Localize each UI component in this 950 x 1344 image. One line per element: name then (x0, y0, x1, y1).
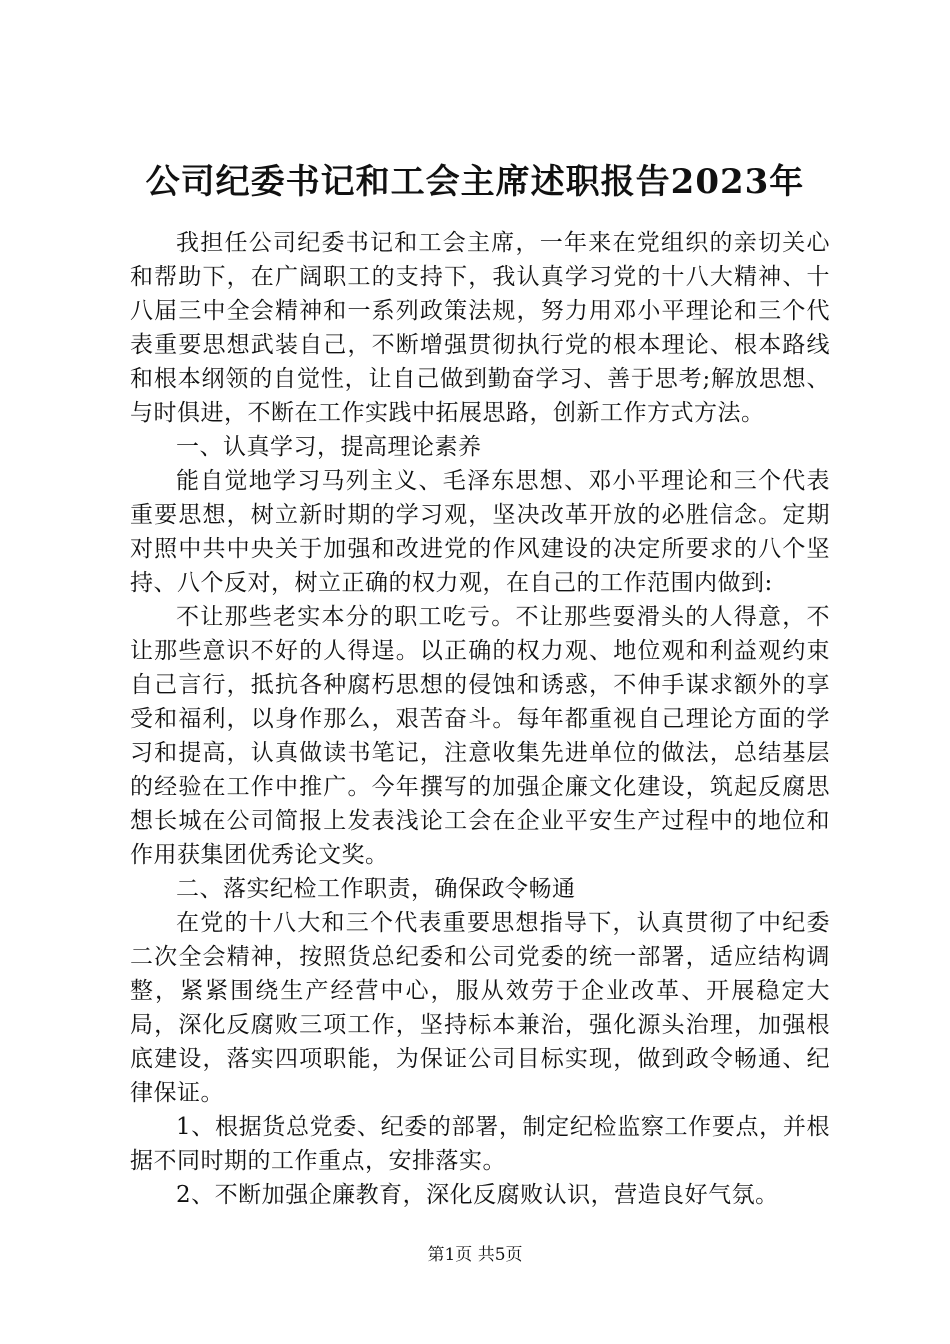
section-1-paragraph-2: 不让那些老实本分的职工吃亏。不让那些耍滑头的人得意，不让那些意识不好的人得逞。以正确的权力观、地位观和利益观约束自己言行，抵抗各种腐朽思想的侵蚀和诱惑，不伸手谋求额外的享受和福利，以身作那么，艰苦奋斗。每年都重视自己理论方面的学习和提高，认真做读书笔记，注意收集先进单位的做法，总结基层的经验在工作中推广。今年撰写的加强企廉文化建设，筑起反腐思想长城在公司简报上发表浅论工会在企业平安生产过程中的地位和作用获集团优秀论文奖。 (130, 604, 830, 868)
section-1-paragraph-1: 能自觉地学习马列主义、毛泽东思想、邓小平理论和三个代表重要思想，树立新时期的学习观，坚决改革开放的必胜信念。定期对照中共中央关于加强和改进党的作风建设的决定所要求的八个坚持、八个反对，树立正确的权力观，在自己的工作范围内做到: (130, 468, 830, 596)
list-item-2: 2、不断加强企廉教育，深化反腐败认识，营造良好气氛。 (176, 1182, 779, 1208)
document-title: 公司纪委书记和工会主席述职报告2023年 (145, 162, 805, 202)
page-number: 第1页 共5页 (427, 1245, 523, 1265)
list-item-1: 1、根据货总党委、纪委的部署，制定纪检监察工作要点，并根据不同时期的工作重点，安排落实。 (130, 1114, 830, 1174)
section-heading-2: 二、落实纪检工作职责，确保政令畅通 (176, 876, 576, 902)
document-body (130, 226, 830, 1212)
intro-paragraph: 我担任公司纪委书记和工会主席，一年来在党组织的亲切关心和帮助下，在广阔职工的支持下，我认真学习党的十八大精神、十八届三中全会精神和一系列政策法规，努力用邓小平理论和三个代表重要思想武装自己，不断增强贯彻执行党的根本理论、根本路线和根本纲领的自觉性，让自己做到勤奋学习、善于思考;解放思想、与时俱进，不断在工作实践中拓展思路，创新工作方式方法。 (130, 230, 830, 426)
section-heading-1: 一、认真学习，提高理论素养 (176, 434, 482, 460)
section-2-paragraph-1: 在党的十八大和三个代表重要思想指导下，认真贯彻了中纪委二次全会精神，按照货总纪委和公司党委的统一部署，适应结构调整，紧紧围绕生产经营中心，服从效劳于企业改革、开展稳定大局，深化反腐败三项工作，坚持标本兼治，强化源头治理，加强根底建设，落实四项职能，为保证公司目标实现，做到政令畅通、纪律保证。 (130, 910, 830, 1106)
